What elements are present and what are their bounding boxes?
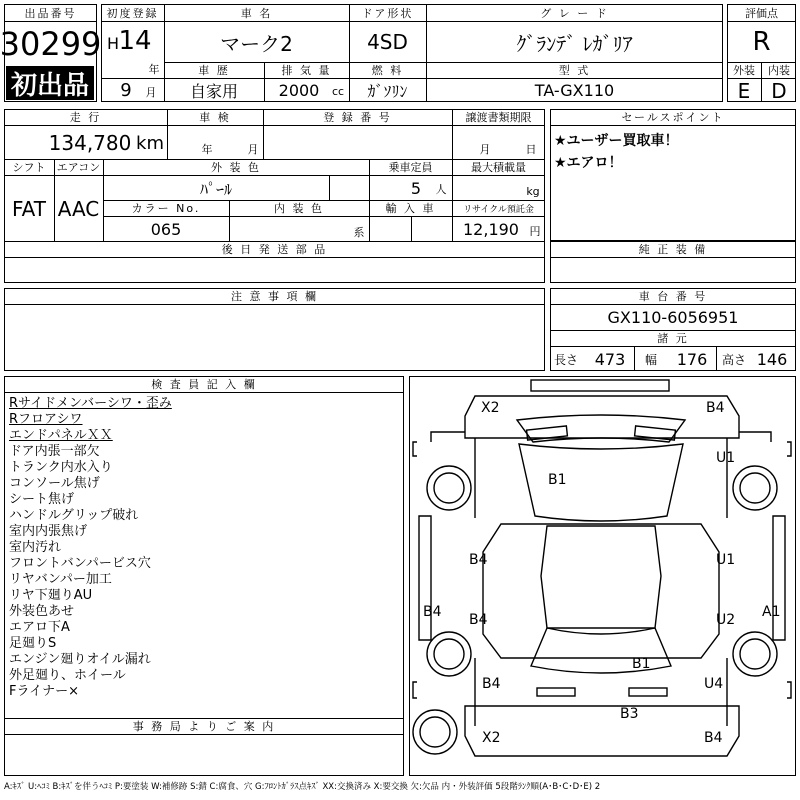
inspector-note: エンドパネルＸＸ — [9, 428, 113, 443]
diagram-label-b4-left-side: B4 — [423, 604, 442, 620]
width-label: 幅 — [644, 352, 657, 367]
inspector-note: リヤ下廻りAU — [9, 588, 93, 603]
interior-color-label: 内 装 色 — [274, 202, 324, 215]
diagram-label-b4-left-door2: B4 — [469, 612, 488, 628]
diagram-label-b4-left-lower: B4 — [482, 676, 501, 692]
import-label: 輸 入 車 — [385, 202, 436, 215]
history: 自家用 — [189, 82, 238, 101]
air-conditioner: AAC — [57, 196, 100, 221]
capacity: 5 — [410, 178, 422, 198]
inspector-note: 外装色あせ — [9, 604, 75, 619]
office-notice-label: 事 務 局 よ り ご 案 内 — [132, 720, 276, 733]
model-code: TA-GX110 — [534, 81, 615, 100]
genuine-equipment-label: 純 正 装 備 — [638, 243, 708, 256]
fuel-label: 燃 料 — [371, 64, 404, 77]
history-label: 車 歴 — [198, 64, 230, 77]
displacement-label: 排 気 量 — [281, 64, 332, 77]
exterior-color: ﾊﾟｰﾙ — [199, 179, 232, 199]
transfer-deadline-label: 譲渡書類期限 — [465, 111, 532, 124]
diagram-label-u1-right-door: U1 — [716, 552, 736, 568]
later-parts-label: 後 日 発 送 部 品 — [221, 243, 328, 256]
year-unit: 年 — [148, 63, 160, 76]
chassis-number: GX110-6056951 — [607, 308, 739, 327]
dimensions-label: 諸 元 — [657, 332, 689, 345]
car-name-label: 車 名 — [240, 6, 273, 20]
overall-score: R — [752, 27, 771, 57]
diagram-label-b4-bottom: B4 — [704, 730, 723, 746]
month-unit: 月 — [145, 86, 157, 99]
shift-label: シフト — [12, 161, 46, 174]
inspector-note: シート焦げ — [9, 492, 75, 507]
diagram-label-u1-top: U1 — [716, 450, 736, 466]
interior-grade: D — [771, 78, 787, 103]
notes-label: 注 意 事 項 欄 — [231, 290, 318, 303]
inspector-note: コンソール焦げ — [9, 476, 100, 491]
mileage-label: 走 行 — [69, 111, 102, 124]
ac-label: エアコン — [56, 161, 101, 174]
length-label: 長さ — [553, 352, 578, 367]
inspector-note: トランク内水入り — [9, 460, 113, 475]
diagram-label-b3-bottom: B3 — [620, 706, 639, 722]
damage-code-legend: A:ｷｽﾞ U:ﾍｺﾐ B:ｷｽﾞを伴うﾍｺﾐ P:要塗装 W:補修跡 S:錆 C:腐食、穴 G:ﾌﾛﾝﾄｶﾞﾗｽ点ｷｽﾞ XX:交換済み X:要交換 欠:欠品 内・外装評価 5段階ﾗﾝｸ順(A･B･C･D･E) 2 — [4, 782, 601, 792]
inspector-note: フロントバンパービス穴 — [9, 556, 151, 571]
capacity-unit: 人 — [435, 183, 447, 196]
color-number: 065 — [150, 219, 182, 239]
transfer-month-unit: 月 — [479, 143, 491, 156]
door-type: 4SD — [367, 30, 408, 54]
lot-number: 30299 — [0, 25, 102, 63]
recycle-unit: 円 — [529, 225, 541, 238]
diagram-label-b1-upper: B1 — [548, 472, 567, 488]
registration-year: 14 — [118, 26, 152, 56]
diagram-label-u4-right-lower: U4 — [704, 676, 724, 692]
inspector-note: ハンドルグリップ破れ — [9, 508, 139, 523]
transfer-day-unit: 日 — [525, 143, 537, 156]
door-type-label: ドア形状 — [361, 6, 414, 20]
color-number-label: カラー No. — [131, 202, 201, 215]
inspector-note: Fライナー× — [9, 684, 79, 699]
inspector-note: リヤバンパー加工 — [9, 572, 112, 587]
model-label: 型 式 — [558, 64, 591, 77]
exterior-grade-label: 外装 — [733, 64, 755, 77]
diagram-label-x2-top: X2 — [481, 400, 500, 416]
era-letter: H — [106, 33, 120, 53]
sales-point-item: ★ユーザー買取車！ — [554, 133, 679, 149]
lot-number-label: 出品番号 — [24, 6, 77, 20]
registration-month: 9 — [120, 79, 132, 101]
inspector-note: 足廻りS — [9, 636, 57, 651]
fuel: ｶﾞｿﾘﾝ — [367, 82, 408, 101]
recycle-deposit-label: リサイクル預託金 — [463, 204, 534, 215]
capacity-label: 乗車定員 — [388, 161, 433, 174]
diagram-label-x2-bottom: X2 — [482, 730, 501, 746]
inspector-note: エンジン廻りオイル漏れ — [9, 652, 151, 667]
inspection-label: 車 検 — [199, 111, 231, 124]
displacement: 2000 — [278, 81, 320, 100]
grade: ｸﾞﾗﾝﾃﾞ ﾚｶﾞﾘｱ — [516, 31, 633, 56]
inspector-note: 室内内張焦げ — [9, 524, 88, 539]
diagram-label-u2-right-door: U2 — [716, 612, 736, 628]
sales-points-box — [550, 109, 796, 241]
inspector-note: Rフロアシワ — [9, 412, 83, 427]
inspector-note: 外足廻り、ホイール — [9, 668, 126, 683]
interior-grade-label: 内装 — [768, 64, 790, 77]
diagram-label-b1-lower: B1 — [632, 656, 651, 672]
max-load-unit: kg — [526, 184, 540, 198]
inspection-year-unit: 年 — [201, 143, 213, 156]
interior-color-unit: 系 — [353, 226, 365, 239]
diagram-label-b4-left-door1: B4 — [469, 552, 488, 568]
mileage-unit: km — [136, 132, 164, 154]
car-diagram — [409, 376, 796, 776]
height-value: 146 — [756, 349, 788, 369]
exterior-grade: E — [737, 78, 751, 103]
first-registration-label: 初度登録 — [106, 6, 159, 20]
max-load-label: 最大積載量 — [471, 161, 526, 174]
inspector-note: 室内汚れ — [9, 540, 62, 555]
chassis-number-label: 車 台 番 号 — [638, 290, 708, 303]
score-label: 評価点 — [745, 6, 778, 20]
grade-label: グ レ ー ド — [540, 6, 609, 20]
width-value: 176 — [676, 349, 708, 369]
length-value: 473 — [594, 349, 626, 369]
height-label: 高さ — [721, 352, 746, 367]
inspector-notes-label: 検 査 員 記 入 欄 — [151, 378, 257, 391]
first-listing-badge: 初出品 — [6, 66, 94, 100]
plate-number-label: 登 録 番 号 — [323, 111, 392, 124]
recycle-deposit: 12,190 — [463, 219, 519, 239]
diagram-label-b4-top: B4 — [706, 400, 725, 416]
inspector-note: エアロ下A — [9, 620, 70, 635]
inspection-month-unit: 月 — [247, 143, 259, 156]
diagram-label-a1-right-side: A1 — [762, 604, 781, 620]
inspector-note: Rサイドメンバーシワ・歪み — [9, 396, 172, 411]
car-name: マーク2 — [220, 31, 293, 56]
sales-point-item: ★エアロ！ — [554, 155, 623, 171]
sales-points-label: セールスポイント — [621, 111, 725, 124]
inspector-note: ドア内張一部欠 — [9, 444, 100, 459]
exterior-color-label: 外 装 色 — [211, 161, 261, 174]
mileage: 134,780 — [48, 131, 132, 155]
cc-unit: cc — [331, 84, 345, 98]
shift: FAT — [11, 196, 46, 221]
